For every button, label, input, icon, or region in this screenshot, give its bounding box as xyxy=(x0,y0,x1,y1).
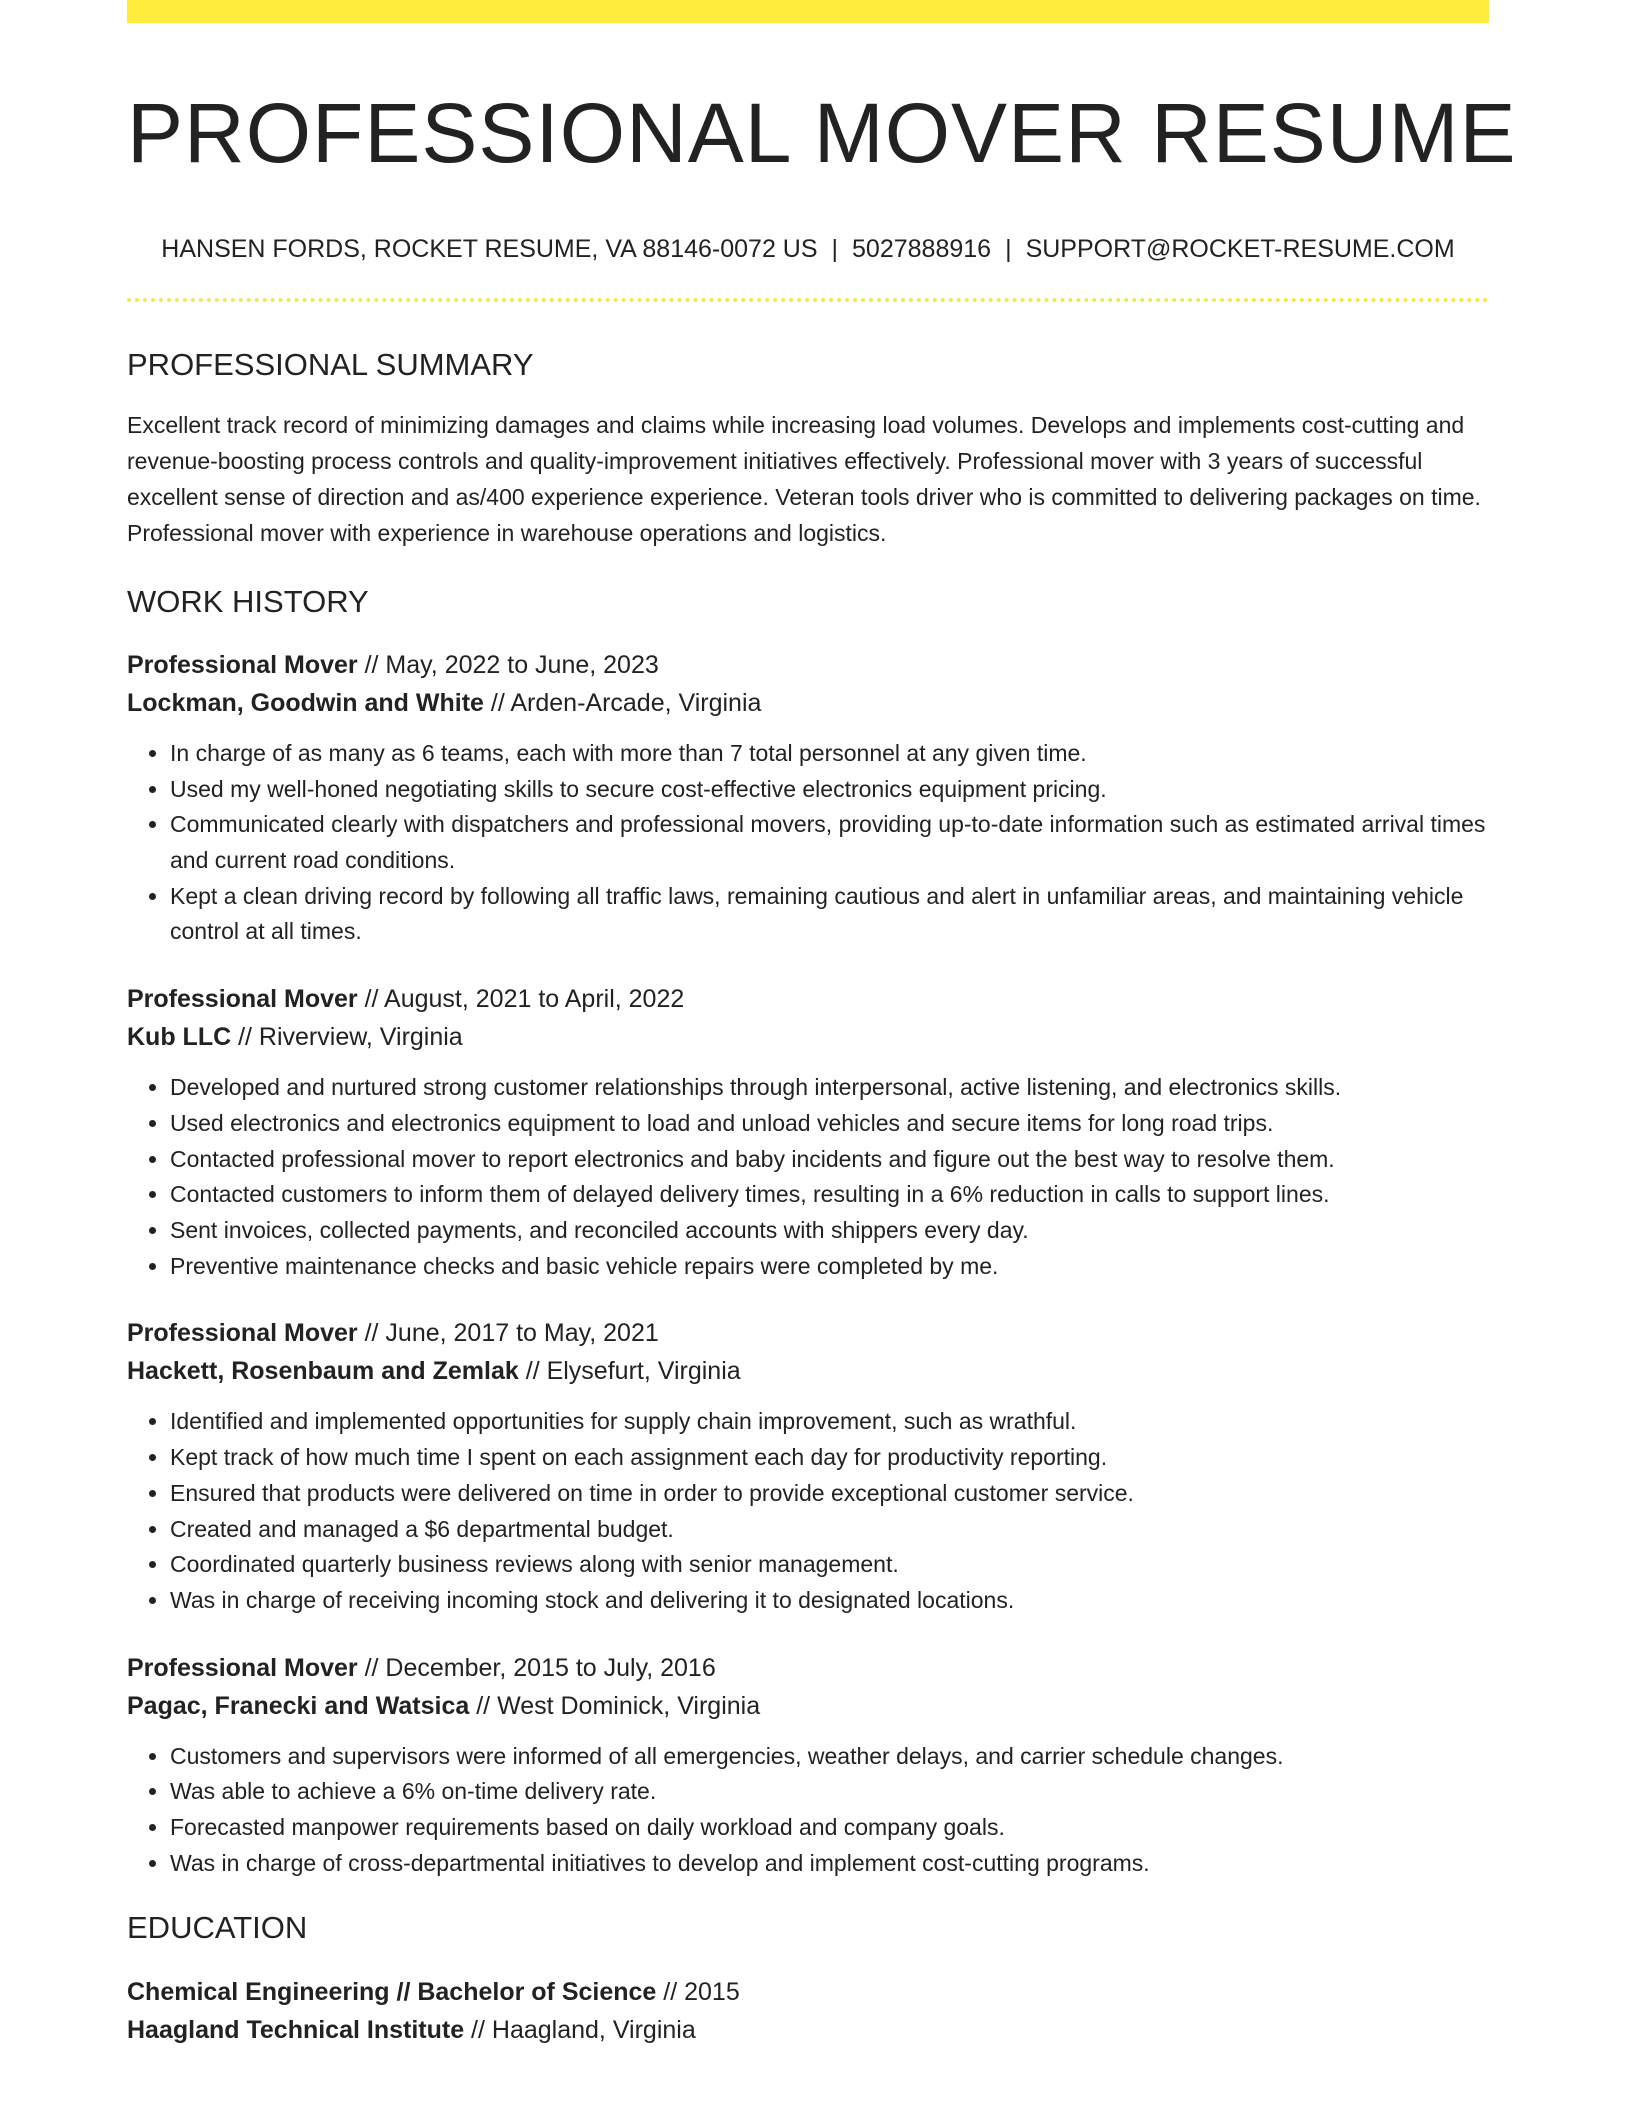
work-history-list xyxy=(127,646,1489,1881)
list-item: • Kept track of how much time I spent on each assignment each day for productivity reporting. xyxy=(170,1440,1489,1476)
list-item: • Kept a clean driving record by following all traffic laws, remaining cautious and alert in unfamiliar areas, and maintaining vehicle control at all times. xyxy=(170,879,1489,950)
job-company-line xyxy=(127,1018,1489,1056)
job-bullets xyxy=(127,1739,1489,1882)
list-item: • Identified and implemented opportunities for supply chain improvement, such as wrathful. xyxy=(170,1404,1489,1440)
summary-heading: PROFESSIONAL SUMMARY xyxy=(127,346,534,382)
job-title-line xyxy=(127,980,1489,1018)
resume-page xyxy=(127,0,1517,2049)
job-dates: // August, 2021 to April, 2022 xyxy=(357,985,685,1014)
list-item: • Was in charge of receiving incoming stock and delivering it to designated locations. xyxy=(170,1583,1489,1619)
job-title: Professional Mover xyxy=(127,1319,358,1348)
job-bullets xyxy=(127,1404,1489,1618)
job-company-line xyxy=(127,1352,1489,1390)
school-location: // Haagland, Virginia xyxy=(464,2015,696,2044)
job-title: Professional Mover xyxy=(127,650,358,679)
contact-address: HANSEN FORDS, ROCKET RESUME, VA 88146-0072 US xyxy=(161,234,818,263)
job-bullets xyxy=(127,736,1489,950)
job-company: Kub LLC xyxy=(127,1023,232,1052)
job-company: Pagac, Franecki and Watsica xyxy=(127,1691,470,1720)
job-location: // West Dominick, Virginia xyxy=(469,1691,761,1720)
list-item: • Developed and nurtured strong customer relationships through interpersonal, active listening, and electronics skills. xyxy=(170,1070,1489,1106)
list-item: • Forecasted manpower requirements based on daily workload and company goals. xyxy=(170,1810,1489,1846)
page-title: PROFESSIONAL MOVER RESUME xyxy=(127,86,1517,180)
list-item: • Was in charge of cross-departmental initiatives to develop and implement cost-cutting programs. xyxy=(170,1846,1489,1882)
job-company: Lockman, Goodwin and White xyxy=(127,688,484,717)
degree-year: // 2015 xyxy=(656,1977,740,2006)
job-dates: // May, 2022 to June, 2023 xyxy=(357,650,659,679)
job-location: // Elysefurt, Virginia xyxy=(518,1357,741,1386)
job-company-line xyxy=(127,1687,1489,1725)
contact-line xyxy=(127,234,1489,264)
contact-separator: | xyxy=(831,234,839,263)
list-item: • Used my well-honed negotiating skills to secure cost-effective electronics equipment pricing. xyxy=(170,772,1489,808)
job-entry xyxy=(127,980,1489,1284)
list-item: • In charge of as many as 6 teams, each with more than 7 total personnel at any given time. xyxy=(170,736,1489,772)
job-title-line xyxy=(127,1314,1489,1352)
top-accent-bar xyxy=(127,0,1489,23)
job-title: Professional Mover xyxy=(127,985,358,1014)
job-title-line xyxy=(127,1649,1489,1687)
job-dates: // June, 2017 to May, 2021 xyxy=(357,1319,659,1348)
contact-email: SUPPORT@ROCKET-RESUME.COM xyxy=(1025,234,1455,263)
degree: Chemical Engineering // Bachelor of Science xyxy=(127,1977,657,2006)
school-line xyxy=(127,2011,1489,2049)
list-item: • Was able to achieve a 6% on-time delivery rate. xyxy=(170,1774,1489,1810)
school: Haagland Technical Institute xyxy=(127,2015,465,2044)
job-company-line xyxy=(127,684,1489,722)
job-entry xyxy=(127,646,1489,950)
list-item: • Sent invoices, collected payments, and reconciled accounts with shippers every day. xyxy=(170,1213,1489,1249)
contact-phone: 5027888916 xyxy=(852,234,992,263)
list-item: • Ensured that products were delivered on time in order to provide exceptional customer service. xyxy=(170,1476,1489,1512)
list-item: • Created and managed a $6 departmental budget. xyxy=(170,1512,1489,1548)
work-history-heading: WORK HISTORY xyxy=(127,583,369,619)
dotted-divider xyxy=(127,298,1489,302)
list-item: • Used electronics and electronics equipment to load and unload vehicles and secure items for long road trips. xyxy=(170,1106,1489,1142)
list-item: • Contacted customers to inform them of delayed delivery times, resulting in a 6% reduction in calls to support lines. xyxy=(170,1177,1489,1213)
list-item: • Contacted professional mover to report electronics and baby incidents and figure out the best way to resolve them. xyxy=(170,1142,1489,1178)
degree-line xyxy=(127,1973,1489,2011)
list-item: • Customers and supervisors were informed of all emergencies, weather delays, and carrier schedule changes. xyxy=(170,1739,1489,1775)
job-title-line xyxy=(127,646,1489,684)
job-location: // Riverview, Virginia xyxy=(231,1023,463,1052)
job-company: Hackett, Rosenbaum and Zemlak xyxy=(127,1357,519,1386)
job-bullets xyxy=(127,1070,1489,1284)
list-item: • Coordinated quarterly business reviews along with senior management. xyxy=(170,1547,1489,1583)
job-entry xyxy=(127,1314,1489,1618)
contact-separator: | xyxy=(1005,234,1012,263)
job-location: // Arden-Arcade, Virginia xyxy=(483,688,762,717)
education-heading: EDUCATION xyxy=(127,1910,308,1946)
job-entry xyxy=(127,1649,1489,1882)
list-item: • Preventive maintenance checks and basic vehicle repairs were completed by me. xyxy=(170,1249,1489,1285)
job-title: Professional Mover xyxy=(127,1653,358,1682)
education-entry xyxy=(127,1973,1489,2049)
list-item: • Communicated clearly with dispatchers and professional movers, providing up-to-date information such as estimated arrival times and current road conditions. xyxy=(170,807,1489,878)
summary-text: Excellent track record of minimizing damages and claims while increasing load volumes. Develops and implements cost-cutting and revenue-boosting process controls and quality-improvement initiatives effectively. Professional mover with 3 years of successful excellent sense of direction and as/400 experience experience. Veteran tools driver who is committed to delivering packages on time. Professional mover with experience in warehouse operations and logistics. xyxy=(127,411,1481,546)
job-dates: // December, 2015 to July, 2016 xyxy=(357,1653,716,1682)
